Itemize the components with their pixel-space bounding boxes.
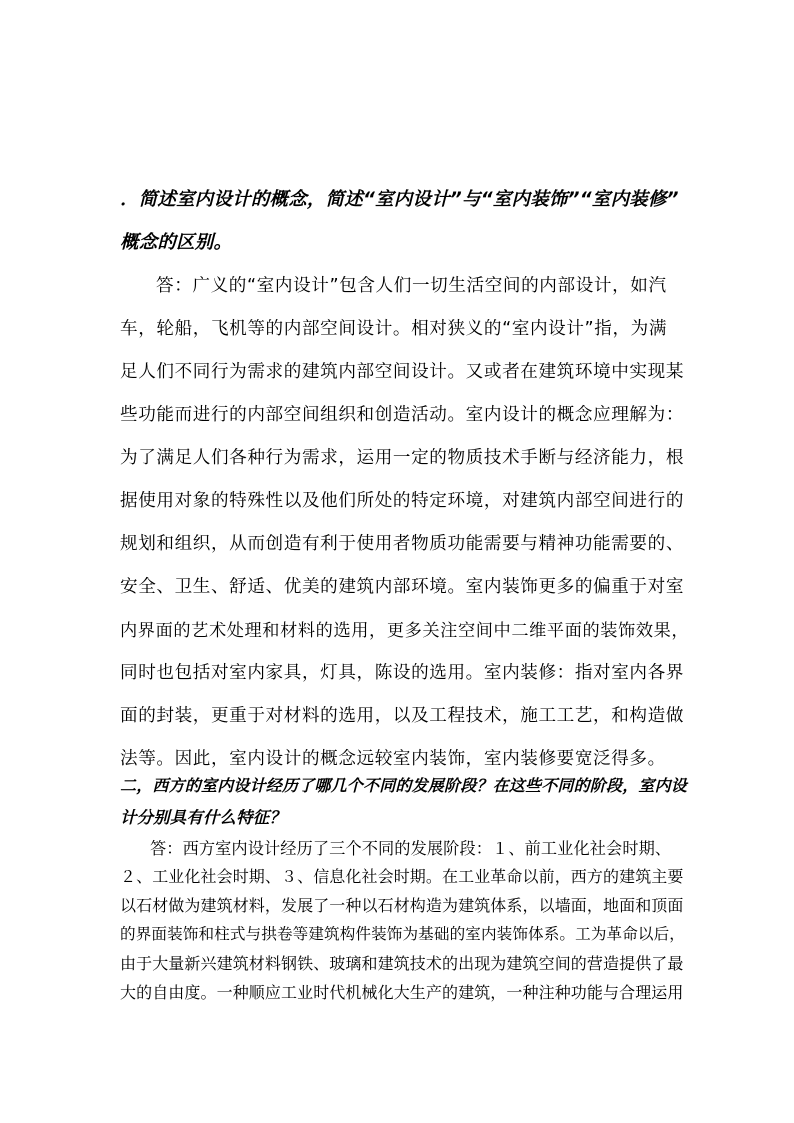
question-1-line-1: ．简述室内设计的概念，简述“室内设计”与“室内装饰”“室内装修” <box>120 189 679 210</box>
answer-1-line-8: 安全、卫生、舒适、优美的建筑内部环境。室内装饰更多的偏重于对室 <box>120 577 685 597</box>
answer-1-line-2: 车，轮船，飞机等的内部空间设计。相对狭义的“室内设计”指，为满 <box>120 319 668 339</box>
answer-1-line-10: 同时也包括对室内家具，灯具，陈设的选用。室内装修：指对室内各界 <box>120 663 685 683</box>
answer-1-line-12: 法等。因此，室内设计的概念远较室内装饰，室内装修要宽泛得多。 <box>120 749 666 769</box>
answer-2-line-1: 答：西方室内设计经历了三个不同的发展阶段：１、前工业化社会时期、 <box>150 839 672 858</box>
answer-2-line-4: 的界面装饰和柱式与拱卷等建筑构件装饰为基础的室内装饰体系。工为革命以后， <box>120 925 685 943</box>
answer-2-line-6: 大的自由度。一种顺应工业时代机械化大生产的建筑，一种注种功能与合理运用 <box>120 983 684 1002</box>
answer-2-line-5: 由于大量新兴建筑材料钢铁、玻璃和建筑技术的出现为建筑空间的营造提供了最 <box>120 954 684 973</box>
question-1-line-2: 概念的区别。 <box>120 232 233 253</box>
answer-1-line-7: 规划和组织，从而创造有利于使用者物质功能需要与精神功能需要的、 <box>120 534 685 554</box>
question-2-line-2: 计分别具有什么特征？ <box>120 808 286 827</box>
answer-2-line-2: ２、工业化社会时期、３、信息化社会时期。在工业革命以前，西方的建筑主要 <box>120 867 684 886</box>
answer-1-line-11: 面的封装，更重于对材料的选用，以及工程技术，施工工艺，和构造做 <box>120 706 685 726</box>
answer-1-line-3: 足人们不同行为需求的建筑内部空间设计。又或者在建筑环境中实现某 <box>120 362 685 382</box>
question-2-line-1: 二，西方的室内设计经历了哪几个不同的发展阶段？在这些不同的阶段，室内设 <box>120 776 688 795</box>
answer-1-line-9: 内界面的艺术处理和材料的选用，更多关注空间中二维平面的装饰效果， <box>120 621 690 641</box>
answer-1-line-4: 些功能而进行的内部空间组织和创造活动。室内设计的概念应理解为： <box>120 405 685 425</box>
answer-2-line-3: 以石材做为建筑材料，发展了一种以石材构造为建筑体系，以墙面，地面和顶面 <box>120 896 684 915</box>
answer-1-line-5: 为了满足人们各种行为需求，运用一定的物质技术手断与经济能力，根 <box>120 448 685 468</box>
answer-1-line-1: 答：广义的“室内设计”包含人们一切生活空间的内部设计，如汽 <box>156 276 667 296</box>
answer-1-line-6: 据使用对象的特殊性以及他们所处的特定环境，对建筑内部空间进行的 <box>120 491 685 511</box>
